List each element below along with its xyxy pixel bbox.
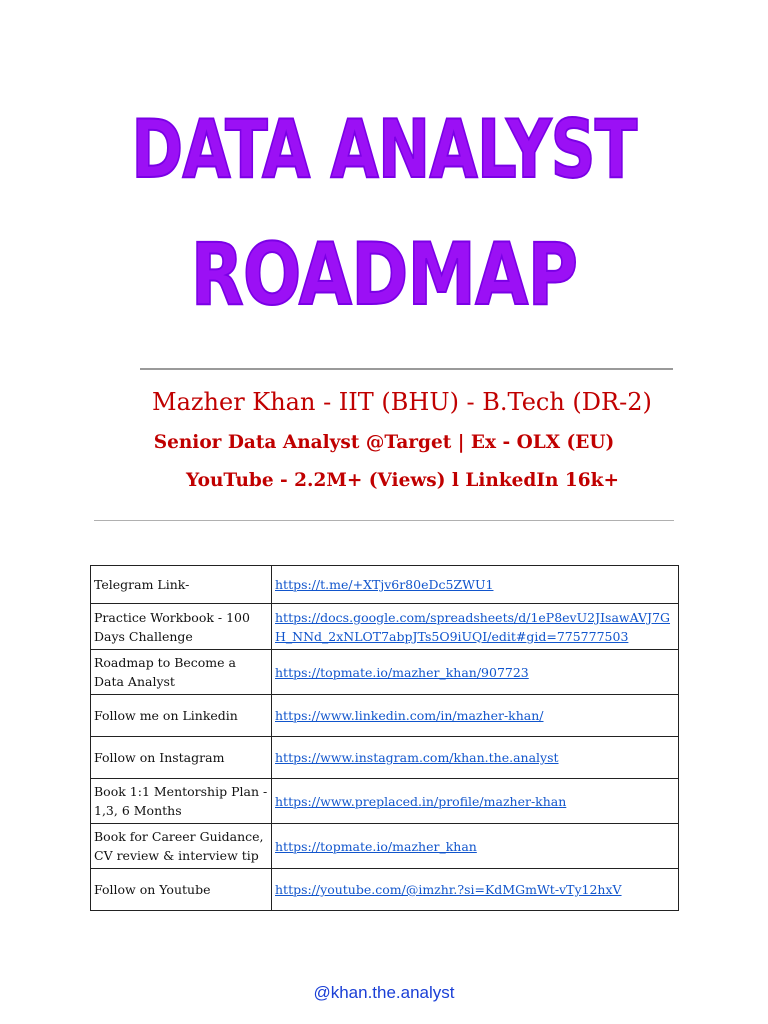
stats-line: YouTube - 2.2M+ (Views) l LinkedIn 16k+	[186, 470, 619, 491]
linkedin-link[interactable]: https://www.linkedin.com/in/mazher-khan/	[275, 708, 544, 723]
instagram-link[interactable]: https://www.instagram.com/khan.the.analyst	[275, 750, 559, 765]
youtube-link[interactable]: https://youtube.com/@imzhr.?si=KdMGmWt-vTy12hxV	[275, 882, 622, 897]
role-line: Senior Data Analyst @Target | Ex - OLX (EU)	[153, 432, 615, 453]
title-line-1: DATA ANALYST	[131, 103, 637, 196]
title-line-2: ROADMAP	[190, 225, 578, 325]
row-label: Book 1:1 Mentorship Plan - 1,3, 6 Months	[91, 779, 272, 824]
row-label: Follow on Instagram	[91, 737, 272, 779]
author-line: Mazher Khan - IIT (BHU) - B.Tech (DR-2)	[152, 388, 652, 416]
footer-handle: @khan.the.analyst	[313, 983, 455, 1002]
table-row	[91, 604, 679, 650]
table-row	[91, 650, 679, 695]
table-row	[91, 695, 679, 737]
links-table	[90, 565, 679, 911]
row-label: Roadmap to Become a Data Analyst	[91, 650, 272, 695]
row-label: Telegram Link-	[91, 566, 272, 604]
row-label: Practice Workbook - 100 Days Challenge	[91, 604, 272, 650]
career-guidance-link[interactable]: https://topmate.io/mazher_khan	[275, 838, 477, 854]
table-row	[91, 737, 679, 779]
roadmap-link[interactable]: https://topmate.io/mazher_khan/907723	[275, 664, 529, 680]
telegram-link[interactable]: https://t.me/+XTjv6r80eDc5ZWU1	[275, 577, 494, 592]
divider-top	[140, 368, 673, 370]
divider-bottom	[94, 520, 674, 521]
table-row	[91, 824, 679, 869]
workbook-link[interactable]: https://docs.google.com/spreadsheets/d/1eP8evU2JIsawAVJ7GH_NNd_2xNLOT7abpJTs5O9iUQI/edit#gid=775777503	[275, 609, 671, 644]
mentorship-link[interactable]: https://www.preplaced.in/profile/mazher-khan	[275, 793, 567, 809]
table-row	[91, 869, 679, 911]
table-row	[91, 779, 679, 824]
table-row	[91, 566, 679, 604]
row-label: Follow me on Linkedin	[91, 695, 272, 737]
row-label: Follow on Youtube	[91, 869, 272, 911]
row-label: Book for Career Guidance, CV review & interview tip	[91, 824, 272, 869]
